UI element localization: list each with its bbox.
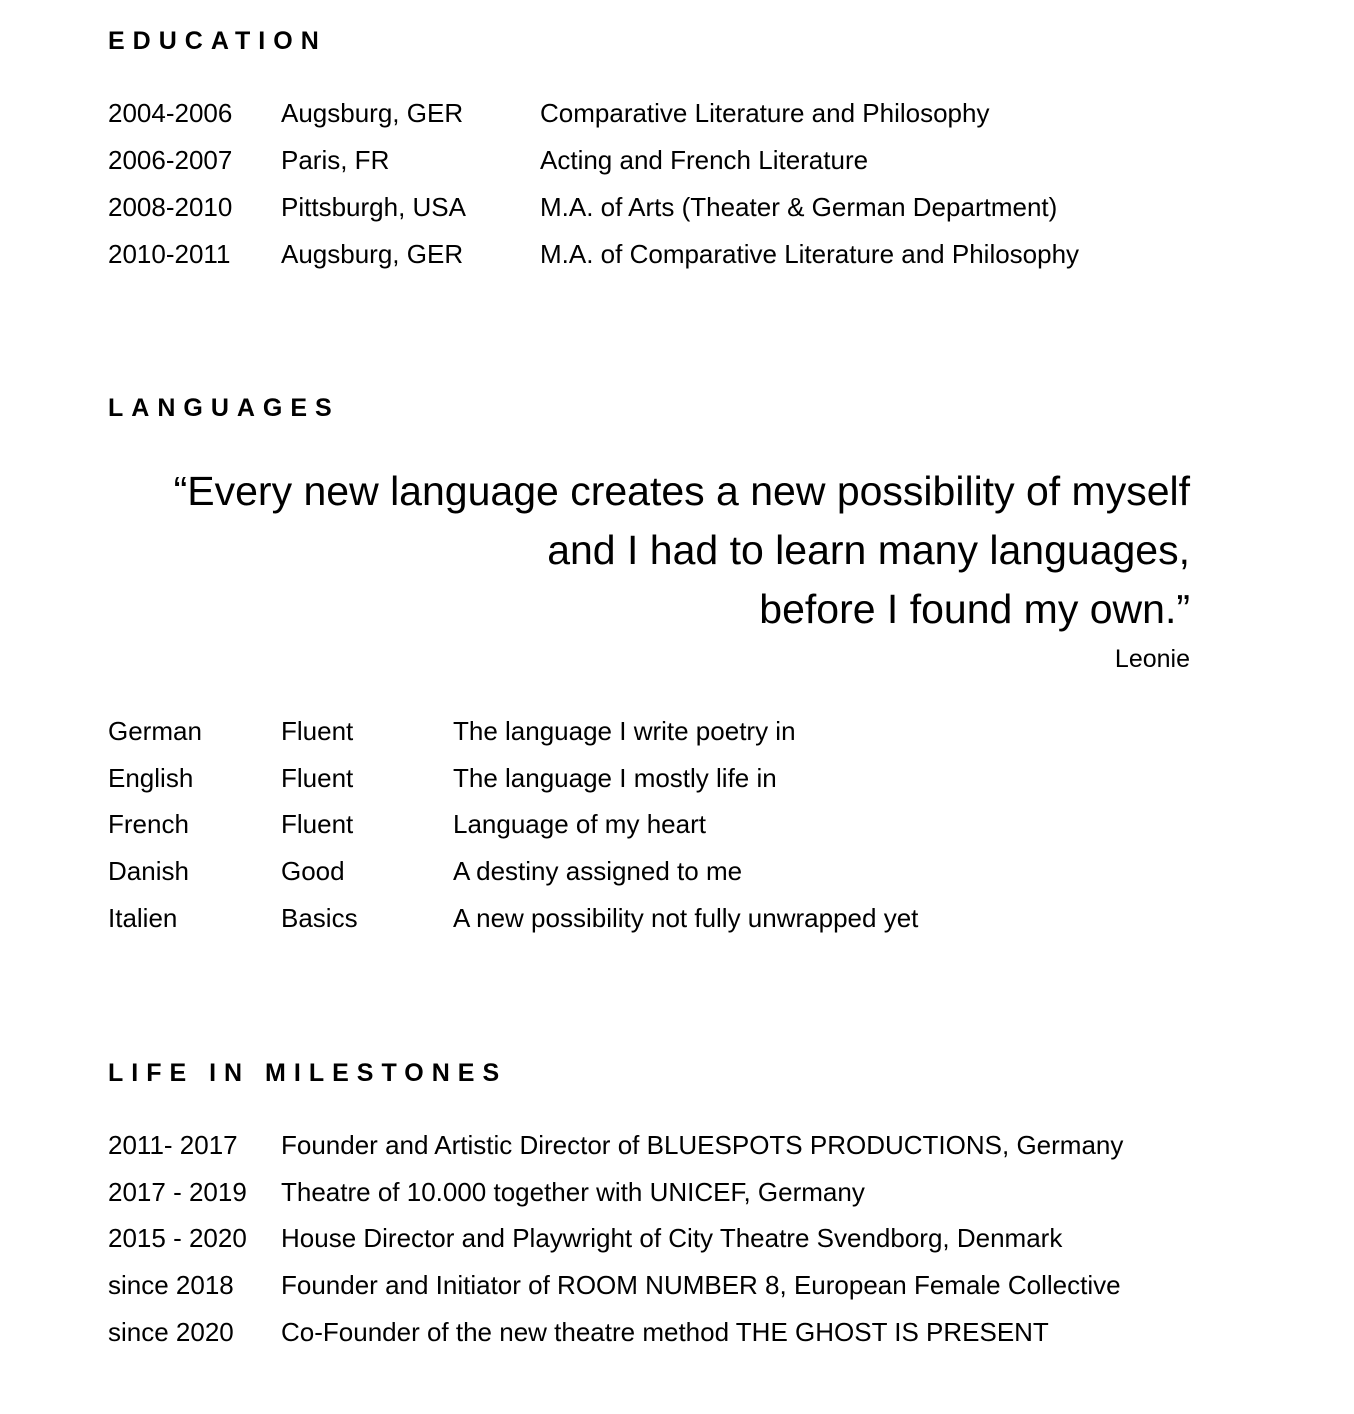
education-years: 2004-2006	[108, 98, 233, 128]
milestone-years: 2011- 2017	[108, 1130, 238, 1160]
milestone-description: Co-Founder of the new theatre method THE GHOST IS PRESENT	[281, 1317, 1049, 1347]
education-subject: Acting and French Literature	[540, 145, 869, 175]
education-years: 2008-2010	[108, 192, 233, 222]
languages-heading: LANGUAGES	[108, 394, 340, 422]
quote-line: and I had to learn many languages,	[547, 527, 1190, 573]
language-level: Good	[281, 856, 345, 886]
quote-line: “Every new language creates a new possibility of myself	[173, 468, 1190, 514]
milestone-description: Founder and Initiator of ROOM NUMBER 8, European Female Collective	[281, 1270, 1121, 1300]
milestone-years: 2015 - 2020	[108, 1223, 247, 1253]
language-level: Fluent	[281, 809, 354, 839]
milestone-description: House Director and Playwright of City Theatre Svendborg, Denmark	[281, 1223, 1063, 1253]
milestone-years: since 2018	[108, 1270, 234, 1300]
milestone-years: 2017 - 2019	[108, 1177, 247, 1207]
education-place: Augsburg, GER	[281, 98, 464, 128]
language-name: German	[108, 716, 202, 746]
education-subject: M.A. of Comparative Literature and Philosophy	[540, 239, 1080, 269]
milestone-description: Founder and Artistic Director of BLUESPOTS PRODUCTIONS, Germany	[281, 1130, 1124, 1160]
languages-quote	[90, 462, 1190, 639]
milestones-heading: LIFE IN MILESTONES	[108, 1059, 508, 1087]
language-note: A new possibility not fully unwrapped yet	[453, 903, 919, 933]
language-level: Basics	[281, 903, 358, 933]
education-heading: EDUCATION	[108, 27, 327, 55]
language-name: French	[108, 809, 189, 839]
language-name: English	[108, 763, 194, 793]
milestone-years: since 2020	[108, 1317, 234, 1347]
education-subject: Comparative Literature and Philosophy	[540, 98, 990, 128]
quote-line: before I found my own.”	[759, 586, 1190, 632]
language-note: Language of my heart	[453, 809, 706, 839]
education-place: Augsburg, GER	[281, 239, 464, 269]
education-place: Pittsburgh, USA	[281, 192, 466, 222]
language-name: Italien	[108, 903, 178, 933]
language-note: The language I write poetry in	[453, 716, 796, 746]
education-years: 2010-2011	[108, 239, 231, 269]
education-years: 2006-2007	[108, 145, 233, 175]
language-name: Danish	[108, 856, 189, 886]
language-level: Fluent	[281, 763, 354, 793]
language-note: A destiny assigned to me	[453, 856, 743, 886]
milestone-description: Theatre of 10.000 together with UNICEF, Germany	[281, 1177, 865, 1207]
language-level: Fluent	[281, 716, 354, 746]
language-note: The language I mostly life in	[453, 763, 777, 793]
education-subject: M.A. of Arts (Theater & German Department)	[540, 192, 1058, 222]
education-place: Paris, FR	[281, 145, 390, 175]
quote-author: Leonie	[1114, 645, 1190, 673]
